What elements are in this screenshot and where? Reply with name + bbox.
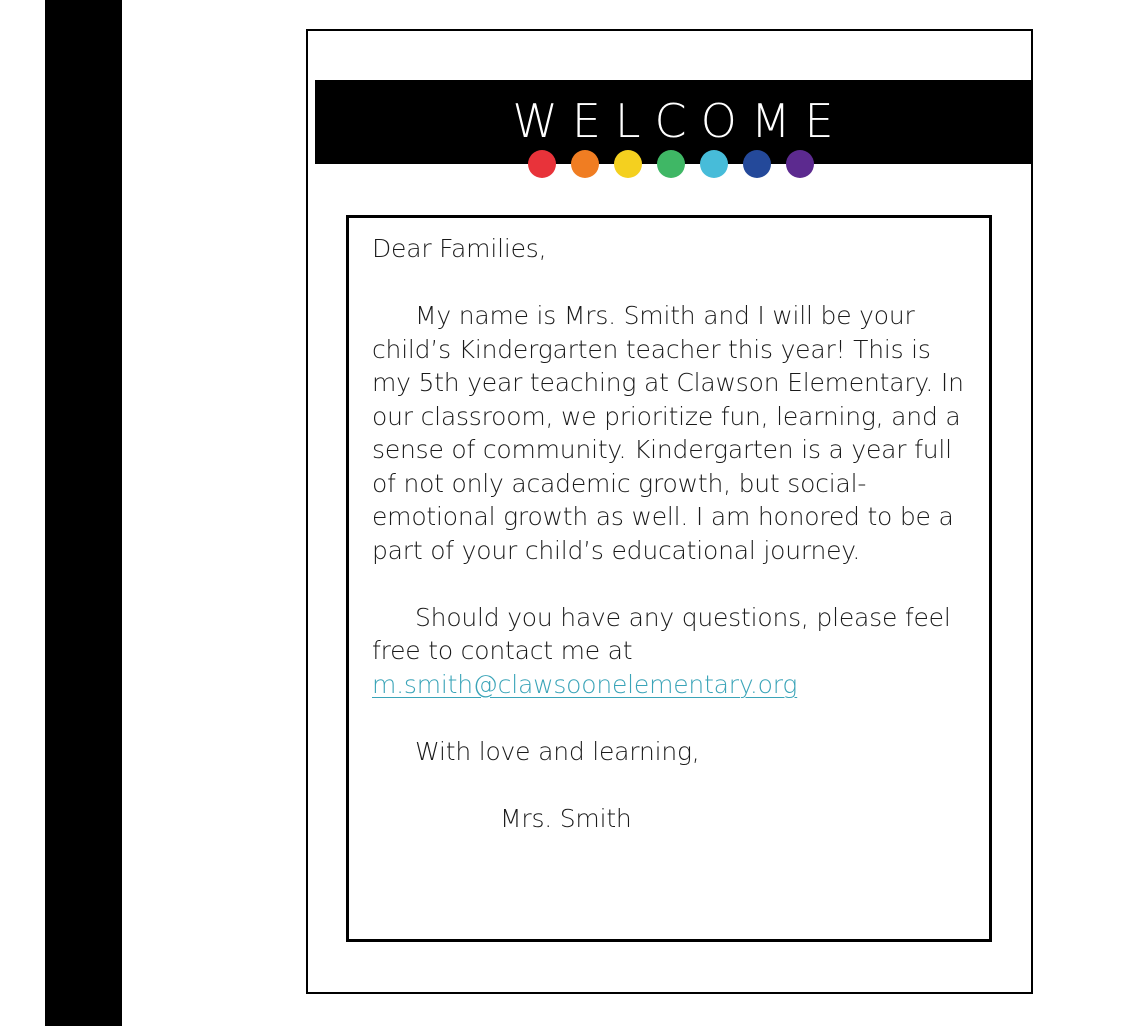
left-black-bar [45, 0, 122, 1026]
letter-box [346, 215, 992, 942]
light-blue-dot [700, 150, 728, 178]
rainbow-dots [528, 150, 818, 180]
email-link[interactable]: m.smith@clawsoonelementary.org [372, 669, 798, 699]
red-dot [528, 150, 556, 178]
welcome-letter-page [306, 29, 1033, 994]
paragraph-intro [372, 299, 972, 567]
dark-blue-dot [743, 150, 771, 178]
green-dot [657, 150, 685, 178]
paragraph-intro-text: My name is Mrs. Smith and I will be your child’s Kindergarten teacher this year! This is my 5th year teaching at Clawson Elementary. In our classroom, we prioritize fun, learning, and a sense of community. Kindergarten is a year full of not only academic growth, but social-emotional growth as well. I am honored to be a part of your child’s educational journey. [372, 301, 964, 565]
greeting: Dear Families, [372, 234, 547, 263]
closing: With love and learning, [415, 736, 700, 766]
yellow-dot [614, 150, 642, 178]
purple-dot [786, 150, 814, 178]
orange-dot [571, 150, 599, 178]
paragraph-contact-text: Should you have any questions, please feel free to contact me at [372, 602, 951, 665]
paragraph-contact [372, 601, 972, 702]
signature: Mrs. Smith [500, 803, 632, 833]
letter-body [372, 232, 972, 835]
banner-title: WELCOME [512, 94, 848, 148]
